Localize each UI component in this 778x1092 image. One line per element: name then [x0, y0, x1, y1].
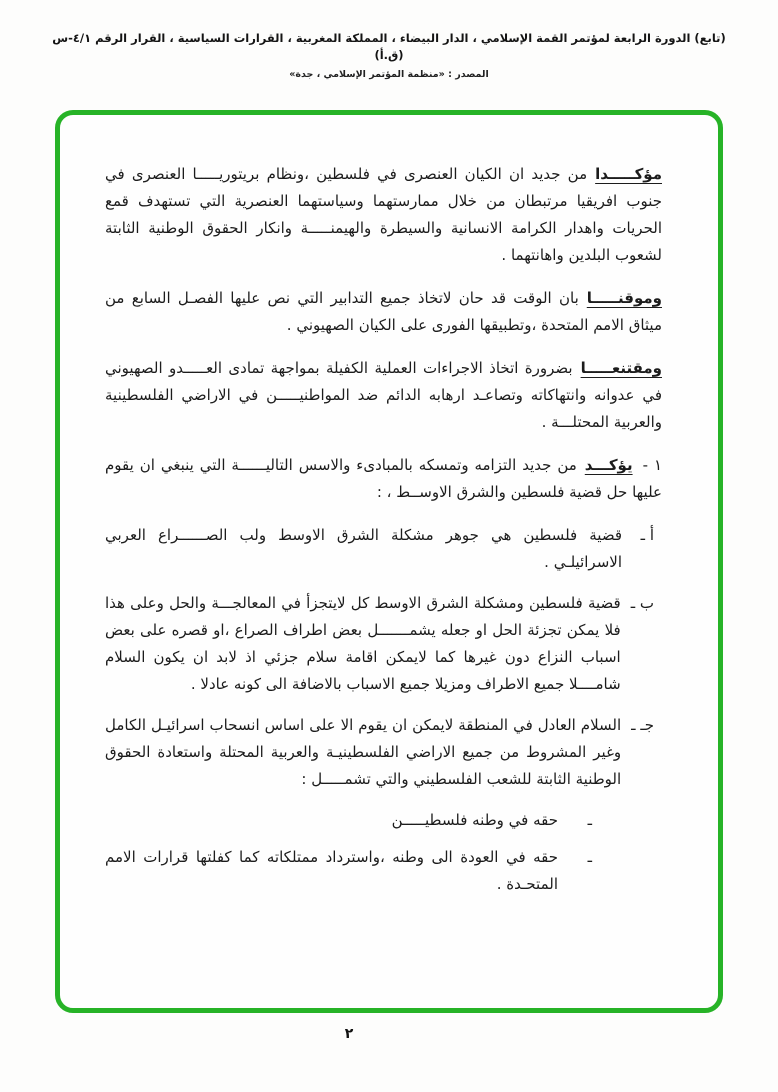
subitem-marker: أ ـ — [640, 526, 654, 544]
dash-item-text: حقه في وطنه فلسطيـــــن — [391, 811, 558, 829]
subitem-text: السلام العادل في المنطقة لايمكن ان يقوم الا على اساس انسحاب اسرائيـل الكامل وغير المشروط من جميع الاراضي الفلسطينيـة والعربية المحتلة واستعادة الحقوق الوطنية الثابتة للشعب الفلسطيني والتي تشمـــــل : — [105, 716, 622, 788]
subitem-text: قضية فلسطين ومشكلة الشرق الاوسط كل لايتجزأ في المعالجـــة والحل وعلى هذا فلا يمكن تجزئة الحل او جعله يشمـــــــل بعض اطراف الصراع ،او قصره على بعض اسباب النزاع دون غيرها كما لايمكن اقامة سلام جزئي اذ لابد ان يكون السلام شامــــلا جميع الاطراف ومزيلا جميع الاسباب بالاضافة الى كونه عادلا . — [105, 594, 621, 693]
paragraph-text: من جديد ان الكيان العنصرى في فلسطين ،ونظام بريتوريـــــا العنصرى في جنوب افريقيا مرتبطان من خلال ممارستهما وسياستهما العنصرية التي تستهدف قمع الحريات واهدار الكرامة الانسانية والسيطرة والهيمنـــــة وانكار الحقوق الوطنية الثابتة لشعوب البلدين واهانتهما . — [105, 165, 662, 264]
page-number: ٢ — [344, 1026, 354, 1042]
paragraph-text: بان الوقت قد حان لاتخاذ جميع التدابير التي نص عليها الفصـل السابع من ميثاق الامم المتحدة ،وتطبيقها الفورى على الكيان الصهيوني . — [105, 289, 662, 334]
subitem-ba — [105, 590, 654, 698]
document-body — [60, 115, 718, 898]
dash-item — [105, 807, 592, 834]
header-citation-line: (تابع) الدورة الرابعة لمؤتمر القمة الإسلامي ، الدار البيضاء ، المملكة المغربية ، القرارات السياسية ، القرار الرقم ٤/١-س (ق.أ) — [52, 31, 726, 63]
item-number: ١ - — [642, 456, 662, 474]
numbered-item-1 — [105, 452, 662, 506]
item-lead-word: يؤكـــد — [584, 456, 633, 474]
paragraph-text: بضرورة اتخاذ الاجراءات العملية الكفيلة بمواجهة تمادى العـــــدو الصهيوني في عدوانه وانتهاكاته وتصاعـد ارهابه الدائم ضد المواطنيـــــن في الاراضي الفلسطينية والعربية المحتلـــة . — [105, 359, 662, 431]
dash-item-text: حقه في العودة الى وطنه ،واسترداد ممتلكاته كما كفلتها قرارات الامم المتحـدة . — [105, 848, 558, 893]
green-border-frame — [55, 110, 723, 1013]
document-header — [40, 30, 738, 80]
item-text: من جديد التزامه وتمسكه بالمبادىء والاسس التاليــــــة التي ينبغي ان يقوم عليها حل قضية فلسطين والشرق الاوســط ، : — [105, 456, 662, 501]
subitem-marker: ب ـ — [630, 594, 654, 612]
subitem-jeem — [105, 712, 654, 793]
preamble-paragraph — [105, 285, 662, 339]
subitem-marker: جـ ـ — [631, 716, 654, 734]
dash-marker: ـ — [587, 848, 592, 866]
paragraph-lead-word: ومقتنعـــــا — [580, 359, 662, 377]
header-source-line: المصدر : «منظمة المؤتمر الإسلامي ، جدة» — [289, 68, 489, 80]
subitem-text: قضية فلسطين هي جوهر مشكلة الشرق الاوسط ولب الصــــــراع العربي الاسرائيلـي . — [105, 526, 622, 571]
dash-marker: ـ — [587, 811, 592, 829]
preamble-paragraph — [105, 161, 662, 269]
paragraph-lead-word: وموقنـــــا — [586, 289, 662, 307]
subitem-alef — [105, 522, 654, 576]
preamble-paragraph — [105, 355, 662, 436]
paragraph-lead-word: مؤكـــــدا — [595, 165, 662, 183]
dash-item — [105, 844, 592, 898]
